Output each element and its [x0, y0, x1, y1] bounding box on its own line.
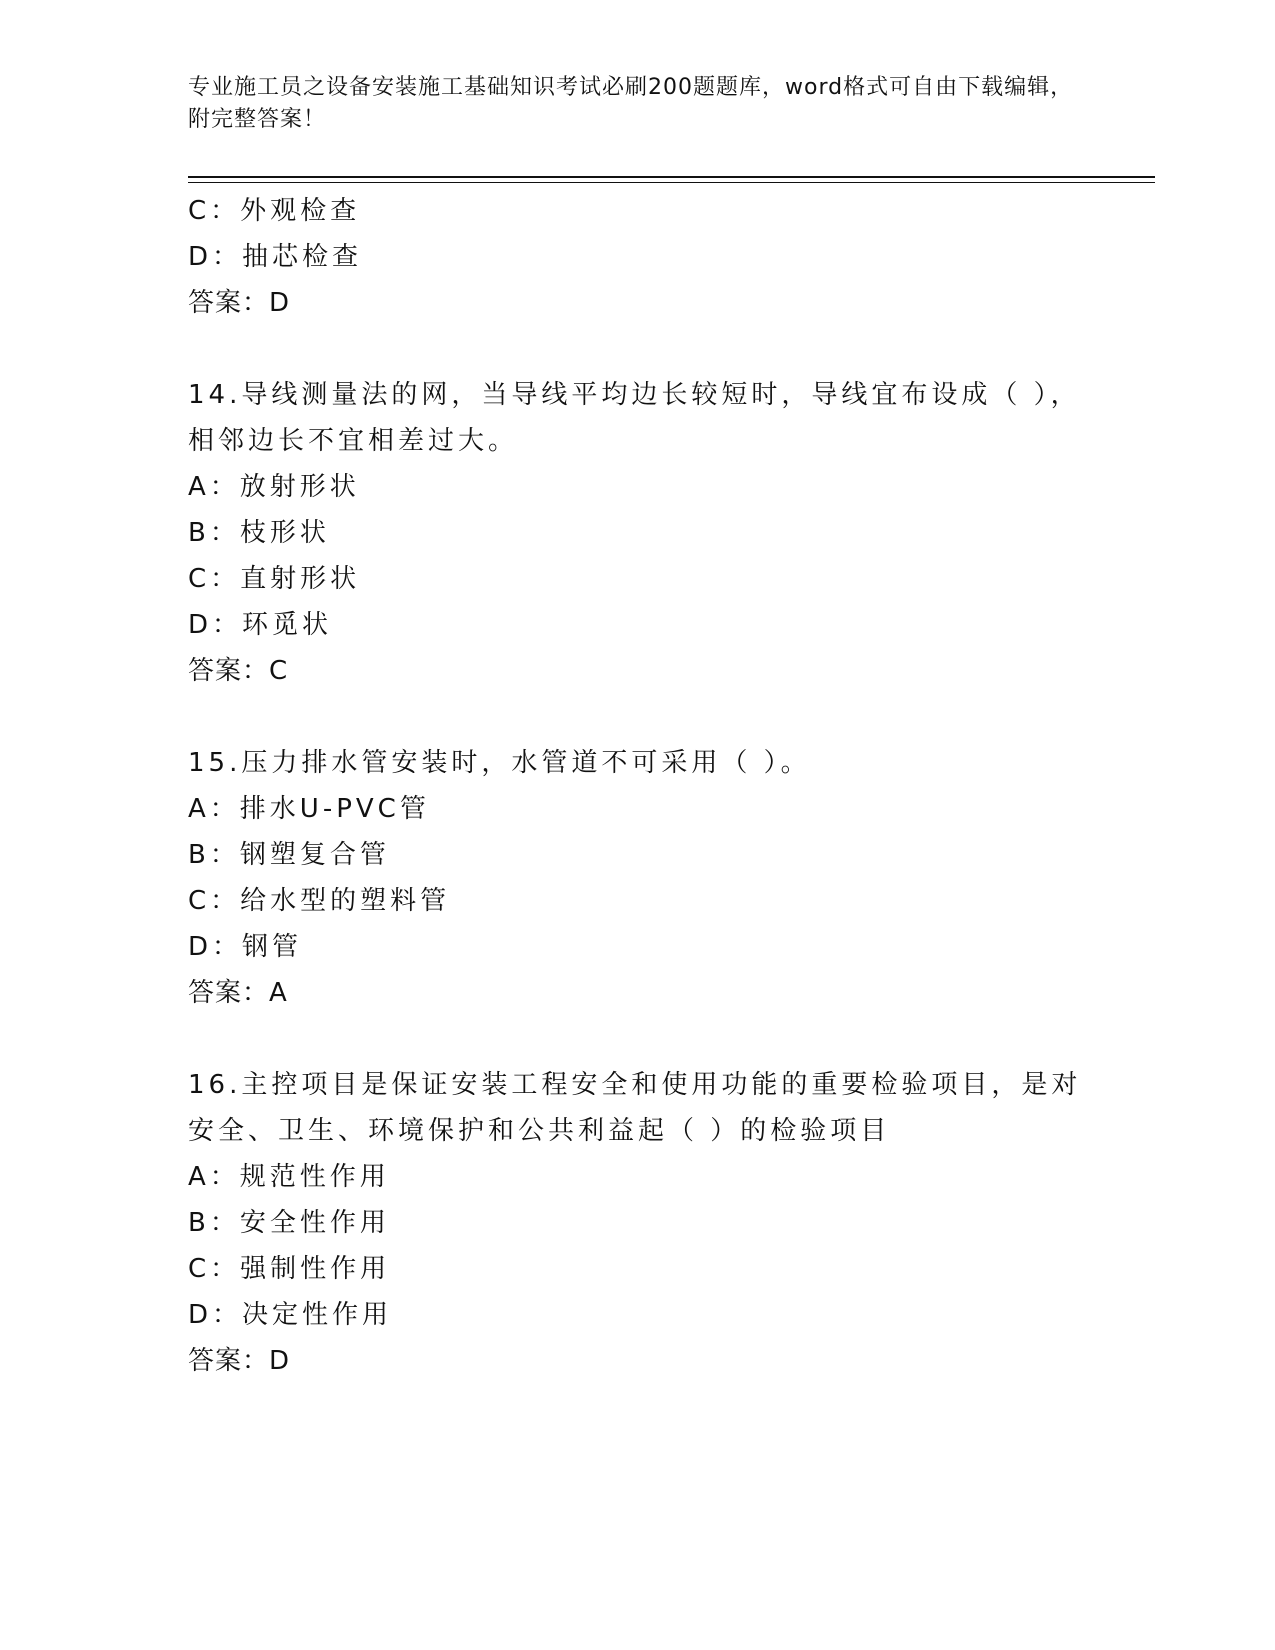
question-16-option-b: B：安全性作用 [188, 1208, 390, 1238]
question-15-option-c: C：给水型的塑料管 [188, 886, 451, 916]
question-15-answer: 答案：A [188, 978, 288, 1008]
question-15-option-a: A：排水U-PVC管 [188, 794, 430, 824]
question-16-answer: 答案：D [188, 1346, 291, 1376]
question-15-text: 15.压力排水管安装时，水管道不可采用（ ）。 [188, 748, 811, 778]
option-c: C：外观检查 [188, 196, 361, 226]
option-d: D：抽芯检查 [188, 242, 363, 272]
question-16-text: 16.主控项目是保证安装工程安全和使用功能的重要检验项目，是对安全、卫生、环境保护和公共利益起（ ）的检验项目 [188, 1070, 1082, 1146]
spacer [188, 1016, 1088, 1062]
question-16-option-d: D：决定性作用 [188, 1300, 393, 1330]
question-16-option-a: A：规范性作用 [188, 1162, 390, 1192]
header-rule-thin [188, 182, 1155, 183]
question-14-option-b: B：枝形状 [188, 518, 330, 548]
question-15-option-b: B：钢塑复合管 [188, 840, 390, 870]
question-list [188, 188, 1088, 1384]
question-14-text: 14.导线测量法的网，当导线平均边长较短时，导线宜布设成（ ），相邻边长不宜相差过大。 [188, 380, 1081, 456]
question-16-option-c: C：强制性作用 [188, 1254, 391, 1284]
answer-line: 答案：D [188, 288, 291, 318]
question-14-option-c: C：直射形状 [188, 564, 361, 594]
spacer [188, 694, 1088, 740]
header-rule-thick [188, 176, 1155, 178]
question-14-option-d: D：环觅状 [188, 610, 333, 640]
spacer [188, 326, 1088, 372]
question-14-option-a: A：放射形状 [188, 472, 360, 502]
document-header: 专业施工员之设备安装施工基础知识考试必刷200题题库，word格式可自由下载编辑，附完整答案！ [188, 75, 1074, 132]
question-14-answer: 答案：C [188, 656, 289, 686]
question-15-option-d: D：钢管 [188, 932, 303, 962]
